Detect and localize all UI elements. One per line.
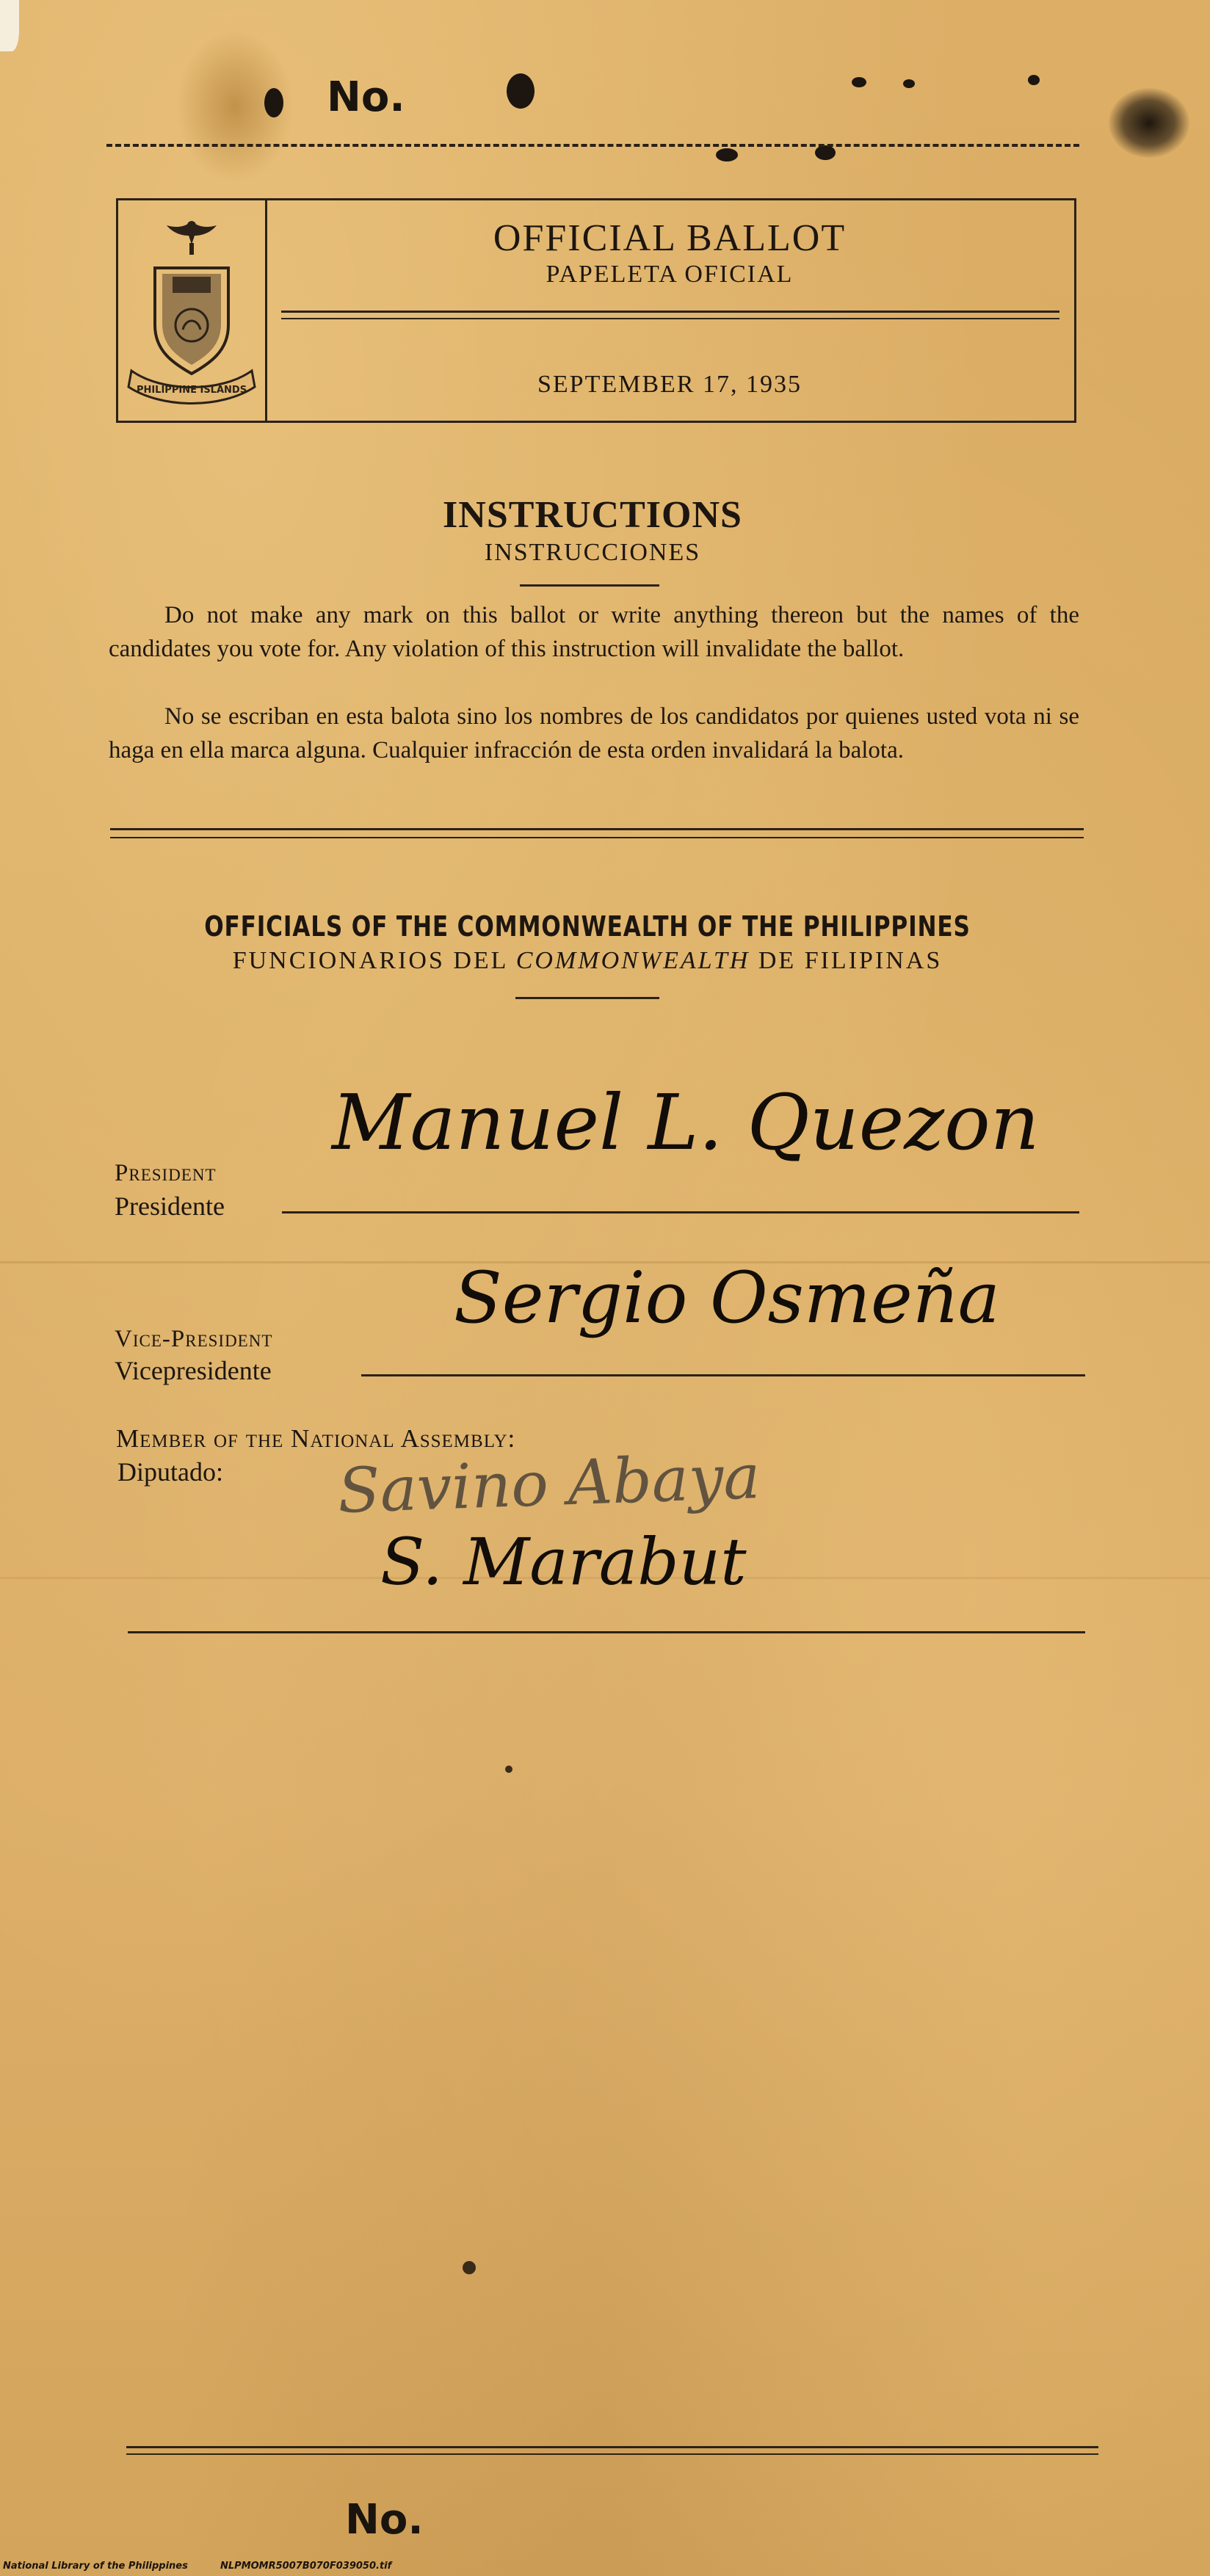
section-divider bbox=[110, 828, 1084, 830]
ink-blot bbox=[815, 145, 836, 160]
assembly-write-line[interactable] bbox=[128, 1631, 1085, 1633]
ink-blot bbox=[852, 77, 866, 87]
footer-institution: National Library of the Philippines bbox=[3, 2561, 188, 2572]
ballot-number-label: No. bbox=[327, 73, 405, 121]
ink-blot bbox=[1109, 88, 1189, 158]
ink-blot bbox=[903, 79, 915, 88]
ballot-title: OFFICIAL BALLOT bbox=[493, 217, 847, 259]
section-divider bbox=[110, 837, 1084, 838]
ink-blot bbox=[1028, 75, 1040, 85]
assembly-candidate-pencil: Savino Abaya bbox=[336, 1440, 761, 1528]
header-rule bbox=[281, 318, 1059, 319]
instructions-english: Do not make any mark on this ballot or write anything thereon but the names of the candidates you vote for. Any violation of this instruction will invalidate the ballot. bbox=[109, 602, 1079, 662]
philippine-islands-seal-icon bbox=[118, 200, 265, 421]
officials-heading: OFFICIALS OF THE COMMONWEALTH OF THE PHILIPPINES bbox=[204, 910, 971, 943]
president-write-line[interactable] bbox=[282, 1211, 1079, 1213]
bottom-divider bbox=[126, 2453, 1098, 2455]
bottom-divider bbox=[126, 2446, 1098, 2448]
paper-speck bbox=[463, 2261, 476, 2274]
paper-tear bbox=[0, 0, 19, 51]
ink-blot bbox=[507, 73, 535, 109]
header-rule bbox=[281, 311, 1059, 313]
vice-president-label-es: Vicepresidente bbox=[115, 1356, 272, 1385]
president-label-en: President bbox=[115, 1160, 217, 1186]
instructions-title: INSTRUCTIONS bbox=[443, 494, 742, 536]
instructions-rule bbox=[520, 584, 659, 587]
ink-blot bbox=[264, 88, 283, 117]
officials-rule bbox=[515, 997, 659, 999]
vice-president-write-line[interactable] bbox=[361, 1374, 1085, 1376]
perforation-line bbox=[106, 144, 1079, 147]
election-date: SEPTEMBER 17, 1935 bbox=[537, 371, 802, 398]
officials-subheading: FUNCIONARIOS DEL COMMONWEALTH DE FILIPINAS bbox=[232, 947, 943, 974]
assembly-candidate-signature: S. Marabut bbox=[380, 1524, 747, 1600]
bottom-ballot-number-label: No. bbox=[345, 2496, 424, 2544]
instructions-subtitle: INSTRUCCIONES bbox=[484, 539, 701, 566]
vice-president-label-en: Vice-President bbox=[115, 1326, 273, 1352]
assembly-label-en: Member of the National Assembly: bbox=[116, 1424, 516, 1453]
ballot-header bbox=[116, 198, 1076, 423]
seal-ribbon-text: PHILIPPINE ISLANDS bbox=[136, 385, 247, 396]
ink-blot bbox=[716, 148, 738, 162]
ballot-subtitle: PAPELETA OFICIAL bbox=[546, 261, 794, 288]
president-label-es: Presidente bbox=[115, 1191, 225, 1221]
president-candidate-signature: Manuel L. Quezon bbox=[332, 1078, 1040, 1167]
vice-president-candidate-signature: Sergio Osmeña bbox=[454, 1257, 1000, 1339]
footer-file-id: NLPMOMR5007B070F039050.tif bbox=[220, 2561, 392, 2572]
seal-cell bbox=[118, 200, 267, 421]
instructions-spanish: No se escriban en esta balota sino los nombres de los candidatos por quienes usted vota ni se haga en ella marca alguna. Cualquier infracción de esta orden invalidará la balota. bbox=[109, 703, 1079, 763]
assembly-label-es: Diputado: bbox=[117, 1457, 223, 1487]
paper-speck bbox=[505, 1766, 512, 1773]
